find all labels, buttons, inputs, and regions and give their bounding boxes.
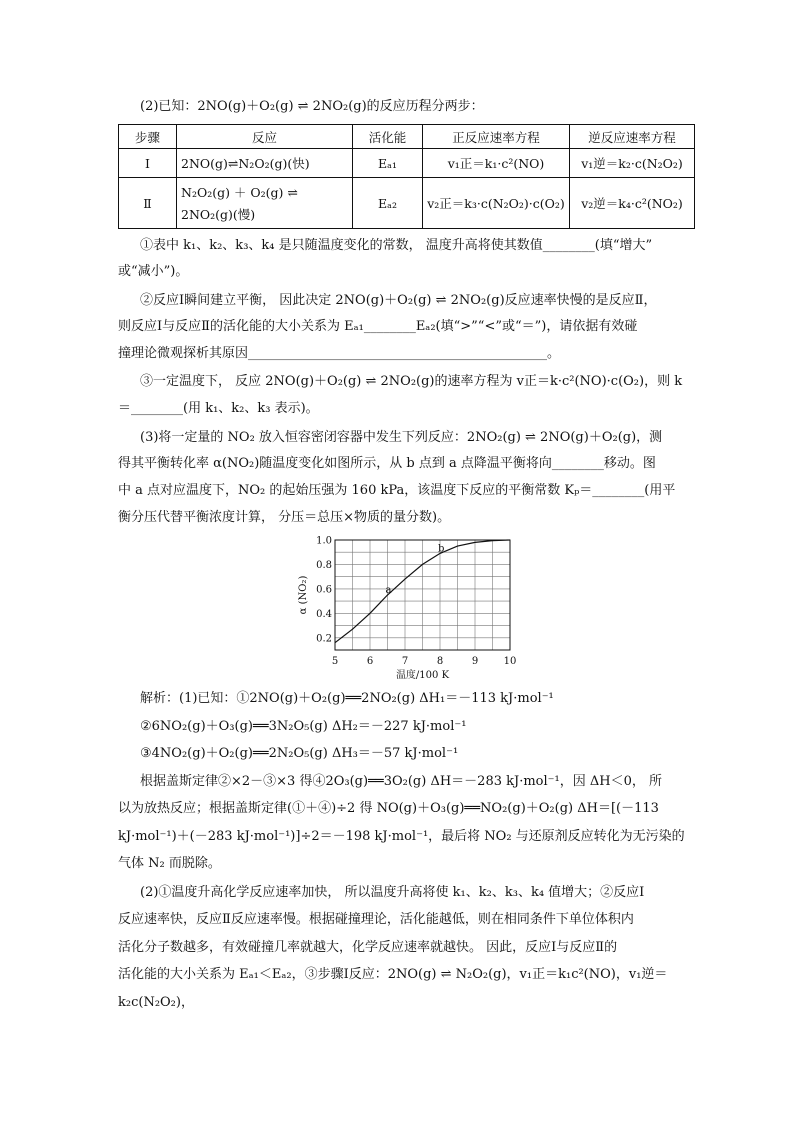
header-reaction: 反应 [177,125,353,149]
y-tick-label: 0.6 [316,584,332,596]
part-3-line-4: 衡分压代替平衡浓度计算， 分压＝总压×物质的量分数)。 [118,510,451,525]
question-3-line-1: ③一定温度下， 反应 2NO(g)＋O₂(g) ⇌ 2NO₂(g)的速率方程为 v正＝k·c²(NO)·c(O₂)，则 k [140,374,683,389]
x-tick-label: 9 [471,656,479,667]
solution-line-3: ③4NO₂(g)＋O₂(g)══2N₂O₅(g) ΔH₃＝－57 kJ·mol⁻¹ [140,746,459,761]
row2-ea: Eₐ₂ [353,178,423,229]
point-label-a: a [385,585,392,596]
y-axis-label: α (NO₂) [298,575,309,615]
solution-line-9: 反应速率快，反应Ⅱ反应速率慢。根据碰撞理论，活化能越低，则在相同条件下单位体积内 [118,912,634,927]
header-forward-rate: 正反应速率方程 [423,125,570,149]
header-activation-energy: 活化能 [353,125,423,149]
solution-line-6: kJ·mol⁻¹)＋(－283 kJ·mol⁻¹)]÷2＝－198 kJ·mol⁻¹，最后将 NO₂ 与还原剂反应转化为无污染的 [118,829,685,844]
row1-ea: Eₐ₁ [353,149,423,178]
solution-line-2: ②6NO₂(g)＋O₃(g)══3N₂O₅(g) ΔH₂＝－227 kJ·mol⁻¹ [140,719,467,734]
point-label-b: b [438,543,445,555]
row1-reaction: 2NO(g)⇌N₂O₂(g)(快) [177,149,353,178]
row2-reverse: v₂逆＝k₄·c²(NO₂) [570,178,695,229]
table-row [119,178,695,229]
solution-line-5: 以为放热反应；根据盖斯定律(①＋④)÷2 得 NO(g)＋O₃(g)══NO₂(g)＋O₂(g) ΔH＝[(－113 [118,801,659,816]
x-tick-label: 6 [366,656,374,667]
solution-line-11: 活化能的大小关系为 Eₐ₁＜Eₐ₂，③步骤Ⅰ反应：2NO(g) ⇌ N₂O₂(g)，v₁正＝k₁c²(NO)，v₁逆＝ [118,967,668,982]
solution-line-10: 活化分子数越多，有效碰撞几率就越大，化学反应速率就越快。 因此，反应Ⅰ与反应Ⅱ的 [118,940,618,955]
reaction-table [118,124,695,229]
solution-line-12: k₂c(N₂O₂)， [118,995,194,1010]
x-tick-label: 8 [436,656,444,667]
table-row [119,149,695,178]
part-3-line-3: 中 a 点对应温度下，NO₂ 的起始压强为 160 kPa，该温度下反应的平衡常数 Kₚ＝________(用平 [118,483,676,498]
x-axis-label: 温度/100 K [395,670,450,681]
y-tick-label: 1.0 [316,535,332,547]
row2-step: Ⅱ [119,178,177,229]
part-3-line-1: (3)将一定量的 NO₂ 放入恒容密闭容器中发生下列反应：2NO₂(g) ⇌ 2NO(g)＋O₂(g)，测 [140,430,663,445]
row2-forward: v₂正＝k₃·c(N₂O₂)·c(O₂) [423,178,570,229]
question-1-line-2: 或“减小”)。 [118,264,189,279]
row2-reaction [177,178,353,229]
row1-reverse: v₁逆＝k₂·c(N₂O₂) [570,149,695,178]
question-2-line-1: ②反应Ⅰ瞬间建立平衡， 因此决定 2NO(g)＋O₂(g) ⇌ 2NO₂(g)反应速率快慢的是反应Ⅱ， [140,293,657,308]
row2-reaction-line1: N₂O₂(g) ＋ O₂(g) ⇌ [181,185,298,200]
chart-svg [298,535,520,681]
row2-reaction-line2: 2NO₂(g)(慢) [181,207,256,222]
y-tick-label: 0.2 [316,633,332,645]
y-tick-label: 0.8 [316,559,332,571]
y-tick-label: 0.4 [316,608,332,620]
row1-step: Ⅰ [119,149,177,178]
question-3-line-2: ＝________(用 k₁、k₂、k₃ 表示)。 [118,401,319,416]
question-2-line-2: 则反应Ⅰ与反应Ⅱ的活化能的大小关系为 Eₐ₁________Eₐ₂(填“>”“<”或“＝”)，请依据有效碰 [118,319,638,334]
solution-line-7: 气体 N₂ 而脱除。 [118,856,221,871]
x-tick-label: 5 [331,656,339,667]
header-reverse-rate: 逆反应速率方程 [570,125,695,149]
part-3-line-2: 得其平衡转化率 α(NO₂)随温度变化如图所示，从 b 点到 a 点降温平衡将向________移动。图 [118,456,656,471]
question-1-line-1: ①表中 k₁、k₂、k₃、k₄ 是只随温度变化的常数， 温度升高将使其数值________(填“增大” [140,238,653,253]
conversion-chart [298,535,520,681]
question-2-line-3: 撞理论微观探析其原因______________________________________________。 [118,346,561,361]
solution-line-8: (2)①温度升高化学反应速率加快， 所以温度升高将使 k₁、k₂、k₃、k₄ 值增大；②反应Ⅰ [140,885,645,900]
x-tick-label: 7 [401,656,409,667]
intro-text: (2)已知：2NO(g)＋O₂(g) ⇌ 2NO₂(g)的反应历程分两步： [140,99,484,114]
header-step: 步骤 [119,125,177,149]
x-tick-label: 10 [503,656,517,667]
table-header-row [119,125,695,149]
solution-line-1: 解析：(1)已知：①2NO(g)＋O₂(g)══2NO₂(g) ΔH₁＝－113 kJ·mol⁻¹ [140,691,554,706]
solution-line-4: 根据盖斯定律②×2－③×3 得④2O₃(g)══3O₂(g) ΔH＝－283 kJ·mol⁻¹，因 ΔH＜0， 所 [140,774,662,789]
row1-forward: v₁正＝k₁·c²(NO) [423,149,570,178]
